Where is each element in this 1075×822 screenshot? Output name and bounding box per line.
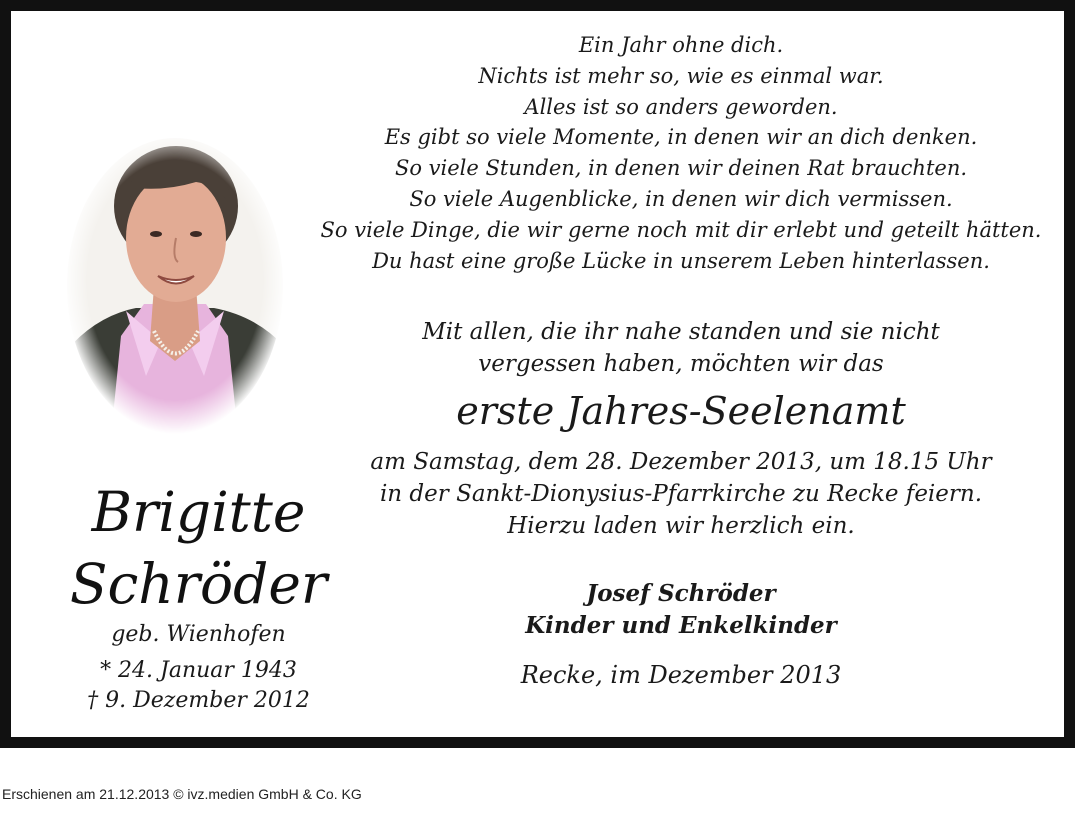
poem [311, 30, 1051, 276]
birth-date: * 24. Januar 1943 [100, 658, 297, 683]
signer-name: Kinder und Enkelkinder [525, 612, 837, 640]
deceased-first-name: Brigitte [91, 480, 306, 544]
invitation-intro [311, 316, 1051, 380]
poem-line: So viele Dinge, die wir gerne noch mit dir erlebt und geteilt hätten. [320, 217, 1042, 242]
poem-line: Du hast eine große Lücke in unserem Leben hinterlassen. [372, 248, 990, 273]
portrait-photo [66, 136, 284, 436]
intro-line: vergessen haben, möchten wir das [478, 351, 884, 378]
signers [311, 578, 1051, 642]
poem-line: So viele Augenblicke, in denen wir dich vermissen. [409, 186, 953, 211]
poem-line: Es gibt so viele Momente, in denen wir an dich denken. [384, 125, 978, 150]
obituary-card [11, 11, 1064, 737]
event-title: erste Jahres-Seelenamt [456, 389, 906, 434]
event-details [311, 446, 1051, 542]
death-date: † 9. Dezember 2012 [87, 688, 310, 713]
poem-line: Ein Jahr ohne dich. [578, 33, 784, 57]
maiden-name: geb. Wienhofen [111, 622, 286, 647]
deceased-info [41, 476, 356, 716]
detail-line: am Samstag, dem 28. Dezember 2013, um 18.15 Uhr [370, 449, 992, 476]
signer-name: Josef Schröder [586, 580, 776, 608]
place-date: Recke, im Dezember 2013 [520, 661, 842, 690]
poem-line: Alles ist so anders geworden. [524, 94, 838, 119]
detail-line: in der Sankt-Dionysius-Pfarrkirche zu Recke feiern. [379, 481, 983, 508]
detail-line: Hierzu laden wir herzlich ein. [507, 513, 855, 540]
publication-footer: Erschienen am 21.12.2013 © ivz.medien GmbH & Co. KG [2, 786, 362, 802]
deceased-last-name: Schröder [69, 552, 328, 616]
poem-line: So viele Stunden, in denen wir deinen Rat brauchten. [394, 156, 968, 181]
poem-line: Nichts ist mehr so, wie es einmal war. [478, 63, 884, 88]
intro-line: Mit allen, die ihr nahe standen und sie nicht [422, 319, 940, 346]
obituary-text [311, 30, 1051, 692]
